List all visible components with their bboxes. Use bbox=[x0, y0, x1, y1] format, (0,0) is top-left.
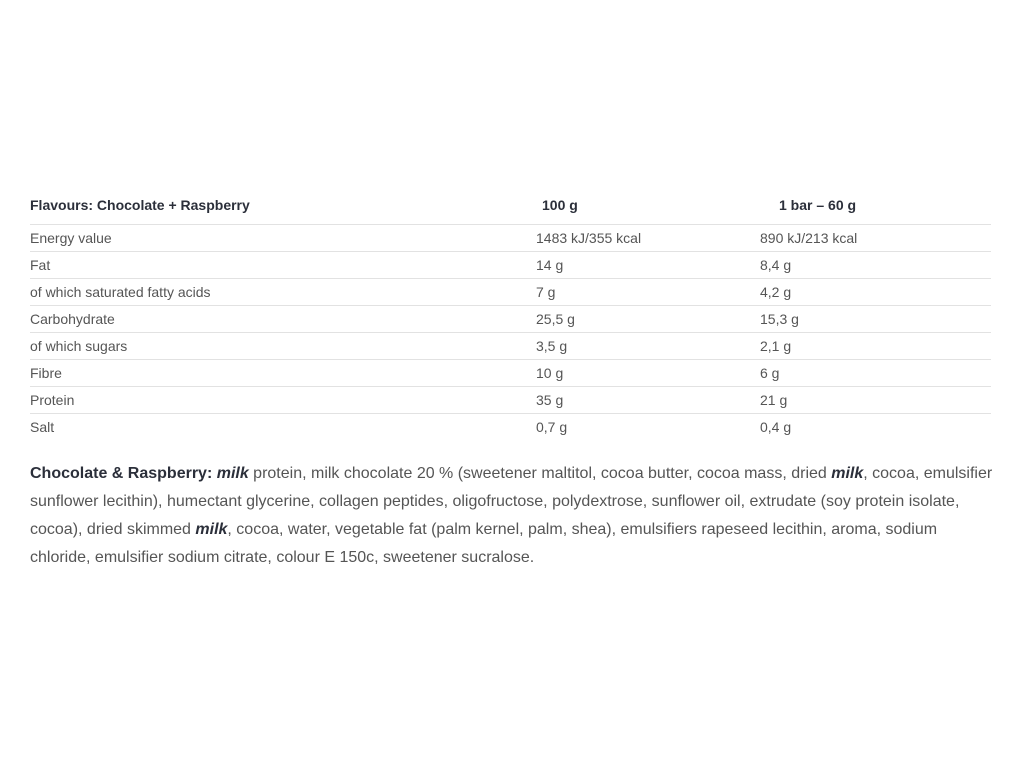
nutrition-table bbox=[30, 186, 991, 440]
value-per-bar: 8,4 g bbox=[760, 252, 991, 279]
table-row bbox=[30, 360, 991, 387]
value-per-bar: 21 g bbox=[760, 387, 991, 414]
table-row bbox=[30, 333, 991, 360]
header-flavours: Flavours: Chocolate + Raspberry bbox=[30, 186, 536, 225]
nutrient-name: of which sugars bbox=[30, 333, 536, 360]
value-per-100g: 3,5 g bbox=[536, 333, 760, 360]
table-row bbox=[30, 279, 991, 306]
value-per-100g: 0,7 g bbox=[536, 419, 568, 435]
value-per-bar: 4,2 g bbox=[760, 279, 991, 306]
allergen-milk: milk bbox=[831, 465, 864, 482]
nutrient-name: Carbohydrate bbox=[30, 306, 536, 333]
value-per-100g: 10 g bbox=[536, 360, 760, 387]
ingredients-paragraph bbox=[30, 460, 995, 572]
value-per-100g: 14 g bbox=[536, 252, 760, 279]
value-per-bar: 890 kJ/213 kcal bbox=[760, 225, 991, 252]
table-row bbox=[30, 414, 991, 441]
table-row bbox=[30, 225, 991, 252]
ingredients-text: protein, milk chocolate 20 % (sweetener maltitol, cocoa butter, cocoa mass, dried bbox=[248, 465, 832, 482]
header-per-100g: 100 g bbox=[536, 186, 760, 225]
nutrient-name: Salt bbox=[30, 419, 55, 435]
table-row bbox=[30, 387, 991, 414]
nutrition-table-container bbox=[30, 186, 991, 440]
value-per-100g: 35 g bbox=[536, 387, 760, 414]
value-per-100g: 25,5 g bbox=[536, 306, 760, 333]
ingredients-text: , cocoa, emulsifier sunflower lecithin), humectant glycerine, collagen peptides, oligofructose, polydextrose, sunflower oil, extrudate (soy protein isolate, cocoa), dried skimmed bbox=[30, 465, 993, 538]
nutrient-name: Fibre bbox=[30, 360, 536, 387]
value-per-bar: 15,3 g bbox=[760, 306, 991, 333]
allergen-milk: milk bbox=[216, 465, 249, 482]
ingredients-title: Chocolate & Raspberry: bbox=[30, 465, 213, 482]
nutrient-name: Protein bbox=[30, 387, 536, 414]
value-per-100g: 7 g bbox=[536, 279, 760, 306]
value-per-100g: 1483 kJ/355 kcal bbox=[536, 225, 760, 252]
nutrient-name: of which saturated fatty acids bbox=[30, 279, 536, 306]
allergen-milk: milk bbox=[195, 521, 228, 538]
table-row bbox=[30, 252, 991, 279]
table-row bbox=[30, 306, 991, 333]
value-per-bar: 2,1 g bbox=[760, 333, 991, 360]
value-per-bar: 6 g bbox=[760, 360, 991, 387]
nutrient-name: Fat bbox=[30, 252, 536, 279]
header-per-bar: 1 bar – 60 g bbox=[760, 186, 991, 225]
nutrient-name: Energy value bbox=[30, 225, 536, 252]
ingredients-text: , cocoa, water, vegetable fat (palm kernel, palm, shea), emulsifiers rapeseed lecithin, aroma, sodium chloride, emulsifier sodium citrate, colour E 150c, sweetener sucralose. bbox=[30, 521, 938, 566]
value-per-bar: 0,4 g bbox=[760, 419, 792, 435]
table-header-row bbox=[30, 186, 991, 225]
